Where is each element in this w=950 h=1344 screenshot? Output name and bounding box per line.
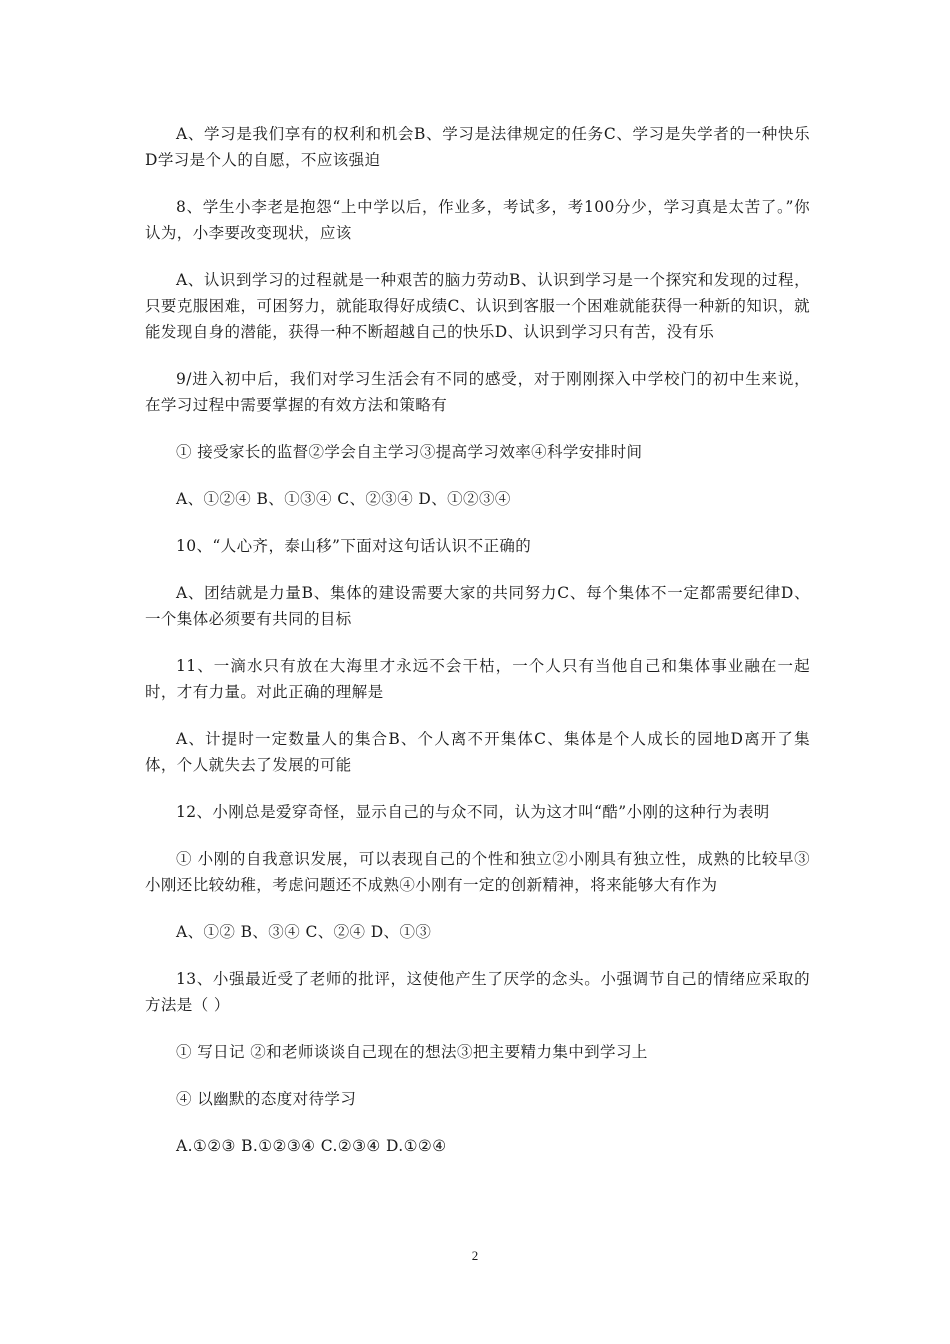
- question-9: 9/进入初中后，我们对学习生活会有不同的感受，对于刚刚探入中学校门的初中生来说，在学习过程中需要掌握的有效方法和策略有: [145, 370, 810, 414]
- answer-options-q12: A、①② B、③④ C、②④ D、①③: [176, 923, 432, 941]
- statements-q12: ① 小刚的自我意识发展，可以表现自己的个性和独立②小刚具有独立性，成熟的比较早③小刚还比较幼稚，考虑问题还不成熟④小刚有一定的创新精神，将来能够大有作为: [145, 850, 810, 894]
- question-8: 8、学生小李老是抱怨“上中学以后，作业多，考试多，考100分少，学习真是太苦了。”你认为，小李要改变现状，应该: [145, 198, 810, 242]
- question-11: 11、一滴水只有放在大海里才永远不会干枯，一个人只有当他自己和集体事业融在一起时，才有力量。对此正确的理解是: [145, 657, 810, 701]
- statements-q13-part1: ① 写日记 ②和老师谈谈自己现在的想法③把主要精力集中到学习上: [176, 1043, 648, 1061]
- answer-options-q9: A、①②④ B、①③④ C、②③④ D、①②③④: [176, 490, 511, 508]
- document-body: [145, 121, 810, 1180]
- question-12: 12、小刚总是爱穿奇怪，显示自己的与众不同，认为这才叫“酷”小刚的这种行为表明: [176, 803, 770, 821]
- answer-options-q8: A、认识到学习的过程就是一种艰苦的脑力劳动B、认识到学习是一个探究和发现的过程，只要克服困难，可困努力，就能取得好成绩C、认识到客服一个困难就能获得一种新的知识，就能发现自身的潜能，获得一种不断超越自己的快乐D、认识到学习只有苦，没有乐: [145, 271, 810, 341]
- page-number: 2: [471, 1248, 479, 1263]
- statements-q13-part2: ④ 以幽默的态度对待学习: [176, 1090, 357, 1108]
- question-10: 10、“人心齐，泰山移”下面对这句话认识不正确的: [176, 537, 532, 555]
- answer-options-q10: A、团结就是力量B、集体的建设需要大家的共同努力C、每个集体不一定都需要纪律D、一个集体必须要有共同的目标: [145, 584, 810, 628]
- statements-q9: ① 接受家长的监督②学会自主学习③提高学习效率④科学安排时间: [176, 443, 643, 461]
- answer-options-q11: A、计提时一定数量人的集合B、个人离不开集体C、集体是个人成长的园地D离开了集体，个人就失去了发展的可能: [145, 730, 810, 774]
- answer-options-q13: A.①②③ B.①②③④ C.②③④ D.①②④: [176, 1137, 447, 1155]
- question-13: 13、小强最近受了老师的批评，这使他产生了厌学的念头。小强调节自己的情绪应采取的方法是（ ）: [145, 970, 810, 1014]
- answer-options-q7: A、学习是我们享有的权利和机会B、学习是法律规定的任务C、学习是失学者的一种快乐D学习是个人的自愿，不应该强迫: [145, 125, 810, 169]
